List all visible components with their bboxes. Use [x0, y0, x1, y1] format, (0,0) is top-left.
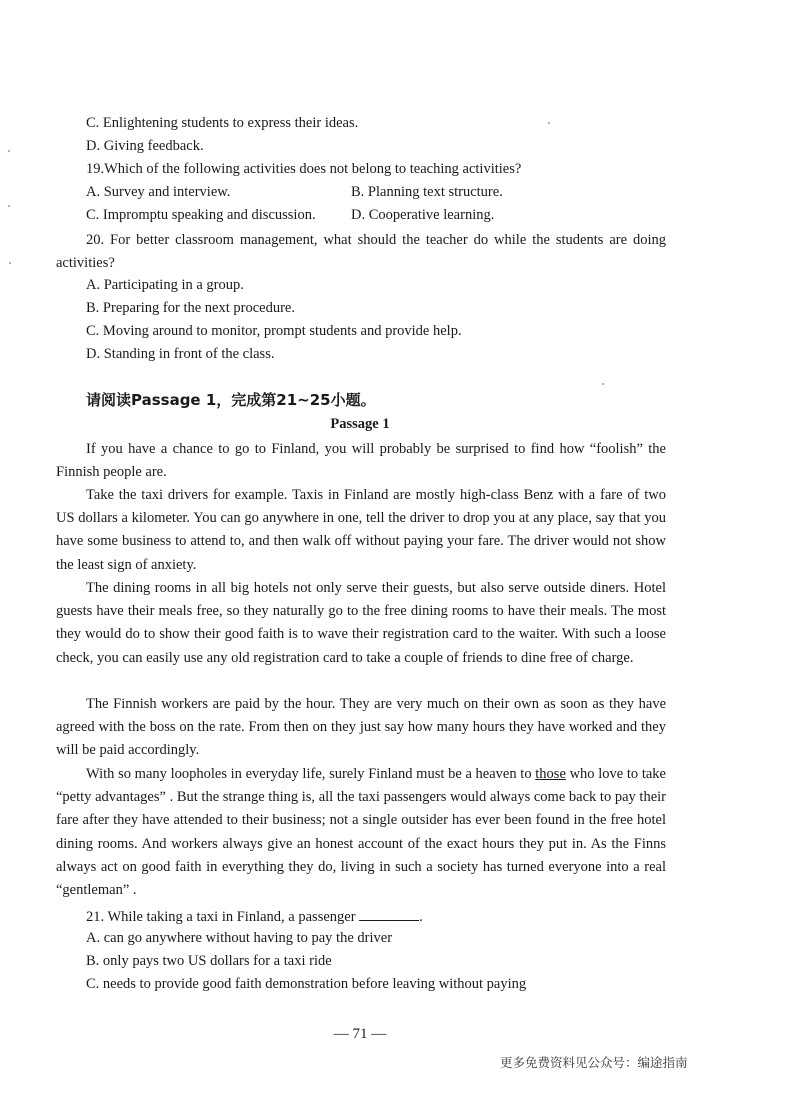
passage-paragraph-5	[56, 763, 666, 902]
page-number: — 71 —	[333, 1026, 387, 1042]
underlined-word-those: those	[535, 766, 566, 782]
scan-speck	[8, 150, 10, 152]
question-21-stem	[86, 906, 423, 926]
option-19a: A. Survey and interview.	[86, 184, 231, 200]
question-21-text: 21. While taking a taxi in Finland, a passenger	[86, 909, 356, 925]
footer-note: 更多免费资料见公众号：编途指南	[500, 1055, 688, 1070]
option-20a: A. Participating in a group.	[86, 277, 244, 293]
option-20c: C. Moving around to monitor, prompt students and provide help.	[86, 323, 462, 339]
answer-blank	[359, 906, 419, 921]
option-19b: B. Planning text structure.	[351, 184, 503, 200]
option-20d: D. Standing in front of the class.	[86, 346, 275, 362]
passage-paragraph-4: The Finnish workers are paid by the hour. They are very much on their own as soon as they have agreed with the boss on the rate. From then on they just say how many hours they have worked and they will be paid accordingly.	[56, 696, 666, 759]
passage-paragraph-1: If you have a chance to go to Finland, you will probably be surprised to find how “foolish” the Finnish people are.	[56, 441, 666, 481]
passage-title: Passage 1	[330, 416, 390, 432]
scan-speck	[602, 383, 604, 385]
option-18d: D. Giving feedback.	[86, 138, 204, 154]
passage-paragraph-2: Take the taxi drivers for example. Taxis in Finland are mostly high-class Benz with a fare of two US dollars a kilometer. You can go anywhere in one, tell the driver to drop you at any place, say that you have some business to attend to, and then walk off without paying your fare. The driver would not show the least sign of anxiety.	[56, 487, 666, 573]
question-19-stem: 19.Which of the following activities does not belong to teaching activities?	[86, 161, 522, 177]
option-21a: A. can go anywhere without having to pay the driver	[86, 930, 393, 946]
option-18c: C. Enlightening students to express their ideas.	[86, 115, 359, 131]
option-19c: C. Impromptu speaking and discussion.	[86, 207, 316, 223]
section-heading: 请阅读Passage 1，完成第21~25小题。	[86, 391, 376, 409]
option-21c: C. needs to provide good faith demonstration before leaving without paying	[86, 976, 527, 992]
question-20-stem: 20. For better classroom management, what should the teacher do while the students are doing activities?	[56, 232, 666, 272]
paragraph-5-text-after: who love to take “petty advantages” . But the strange thing is, all the taxi passengers would always come back to pay their fare after they have attended to their business; not a single outsider has ever been found in the free hotel dining rooms. And workers always give an honest account of the exact hours they put in. As the Finns always act on good faith in everything they do, living in such a society has turned everyone into a real “gentleman” .	[56, 766, 666, 899]
passage-paragraph-3: The dining rooms in all big hotels not only serve their guests, but also serve outside diners. Hotel guests have their meals free, so they naturally go to the free dining rooms to have their meals. The most they would do to show their good faith is to wave their registration card to the waiter. With such a loose check, you can easily use any old registration card to take a couple of friends to dine free of charge.	[56, 580, 666, 666]
scan-speck	[9, 262, 11, 264]
paragraph-5-text-before: With so many loopholes in everyday life, surely Finland must be a heaven to	[86, 766, 536, 782]
question-21-period: .	[419, 909, 423, 925]
scan-speck	[8, 205, 10, 207]
option-21b: B. only pays two US dollars for a taxi ride	[86, 953, 332, 969]
scan-speck	[548, 122, 550, 124]
option-19d: D. Cooperative learning.	[351, 207, 495, 223]
option-20b: B. Preparing for the next procedure.	[86, 300, 295, 316]
